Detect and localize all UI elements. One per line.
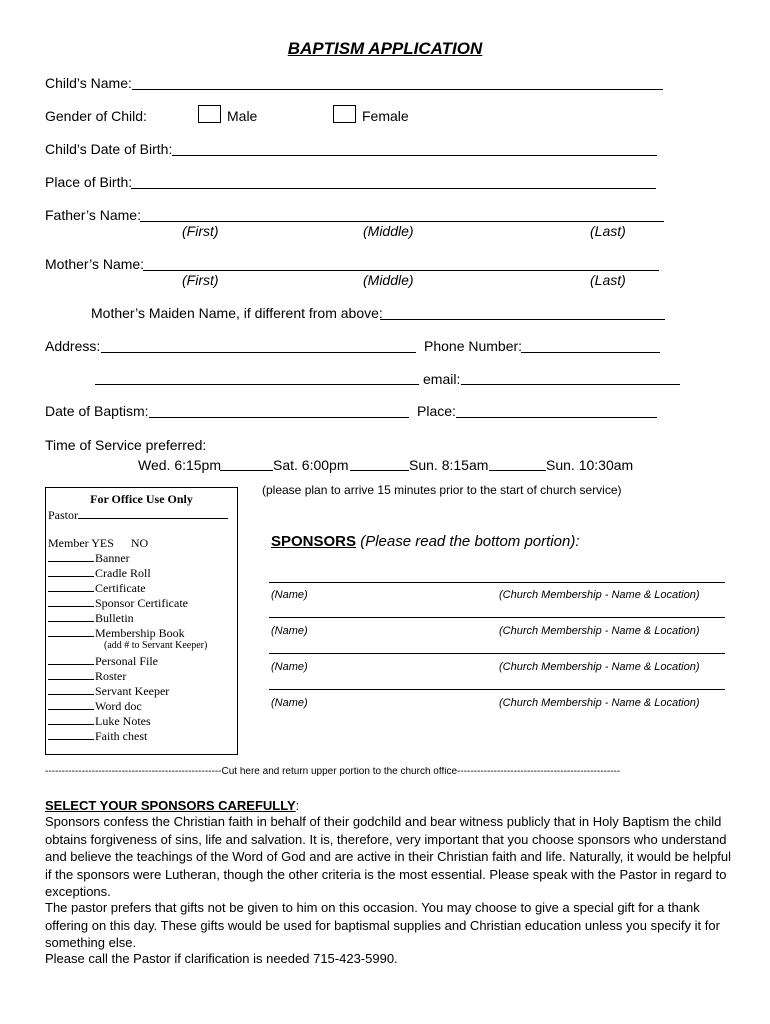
service-sat-blank[interactable]	[350, 470, 409, 471]
child-name-label: Child’s Name:	[45, 75, 132, 91]
sponsor-name-label: (Name)	[271, 661, 308, 673]
mother-label: Mother’s Name:	[45, 256, 145, 272]
place-field[interactable]	[456, 417, 657, 418]
office-use-box	[45, 487, 238, 755]
mother-middle-label: (Middle)	[363, 272, 414, 288]
office-title: For Office Use Only	[90, 492, 193, 506]
father-field[interactable]	[140, 221, 664, 222]
address-field[interactable]	[101, 352, 416, 353]
office-item[interactable]: Cradle Roll	[48, 566, 151, 579]
child-name-field[interactable]	[132, 89, 663, 90]
office-item[interactable]: Membership Book	[48, 626, 185, 639]
dob-field[interactable]	[172, 155, 657, 156]
mother-first-label: (First)	[182, 272, 219, 288]
servant-keeper-note: (add # to Servant Keeper)	[104, 640, 208, 651]
phone-field[interactable]	[521, 352, 660, 353]
office-item[interactable]: Bulletin	[48, 611, 134, 624]
mother-last-label: (Last)	[590, 272, 626, 288]
page-title: BAPTISM APPLICATION	[287, 39, 483, 58]
sponsor-line-3[interactable]	[269, 653, 725, 654]
sponsor-church-label: (Church Membership - Name & Location)	[499, 589, 700, 601]
phone-label: Phone Number:	[424, 338, 523, 354]
service-option-sun-early: Sun. 8:15am	[409, 457, 489, 473]
service-sun-early-blank[interactable]	[489, 470, 546, 471]
office-item[interactable]: Faith chest	[48, 729, 147, 742]
office-item[interactable]: Roster	[48, 669, 126, 682]
maiden-label: Mother’s Maiden Name, if different from above:	[91, 305, 383, 321]
pob-field[interactable]	[131, 188, 656, 189]
female-label: Female	[362, 108, 409, 124]
gender-label: Gender of Child:	[45, 108, 147, 124]
service-option-sat: Sat. 6:00pm	[273, 457, 349, 473]
member-row	[48, 537, 148, 549]
male-label: Male	[227, 108, 258, 124]
office-item[interactable]: Personal File	[48, 654, 158, 667]
place-label: Place:	[417, 403, 456, 419]
maiden-field[interactable]	[380, 319, 665, 320]
father-label: Father’s Name:	[45, 207, 141, 223]
father-first-label: (First)	[182, 223, 219, 239]
member-no-label: NO	[130, 536, 149, 550]
contact-paragraph: Please call the Pastor if clarification is needed 715-423-5990.	[45, 951, 398, 966]
email-label: email:	[423, 371, 461, 387]
service-label: Time of Service preferred:	[45, 437, 207, 453]
office-item[interactable]: Sponsor Certificate	[48, 596, 188, 609]
sponsor-line-1[interactable]	[269, 582, 725, 583]
sponsor-church-label: (Church Membership - Name & Location)	[499, 697, 700, 709]
service-option-sun-late: Sun. 10:30am	[546, 457, 634, 473]
dob-label: Child’s Date of Birth:	[45, 141, 173, 157]
address-label: Address:	[45, 338, 101, 354]
office-pastor-label	[48, 508, 228, 521]
office-item[interactable]: Luke Notes	[48, 714, 151, 727]
sponsors-heading: SPONSORS (Please read the bottom portion):	[271, 533, 580, 550]
sponsor-paragraph: Sponsors confess the Christian faith in behalf of their godchild and bear witness publicly that in Holy Baptism the child obtains forgiveness of sins, life and salvation. It is, therefore, very important that you choose sponsors who understand and believe the teachings of the Word of God and are active in their Christian faith and life. Naturally, it would be helpful if the sponsors were Lutheran, though the other criteria is the most essential. Please speak with the Pastor in regard to exceptions.	[45, 814, 732, 899]
service-option-wed: Wed. 6:15pm	[138, 457, 222, 473]
service-note: (please plan to arrive 15 minutes prior to the start of church service)	[262, 483, 622, 497]
member-yes-label: Member YES	[48, 536, 114, 550]
cut-line: -----------------------------------------------------Cut here and return upper portion to the church office-------------------------------------------------	[45, 767, 621, 777]
sponsor-name-label: (Name)	[271, 625, 308, 637]
office-item[interactable]: Certificate	[48, 581, 146, 594]
mother-field[interactable]	[143, 270, 659, 271]
sponsor-church-label: (Church Membership - Name & Location)	[499, 625, 700, 637]
pastor-blank[interactable]	[78, 508, 228, 519]
email-field[interactable]	[461, 384, 680, 385]
baptism-date-label: Date of Baptism:	[45, 403, 149, 419]
office-item[interactable]: Banner	[48, 551, 130, 564]
sponsor-name-label: (Name)	[271, 697, 308, 709]
sponsor-church-label: (Church Membership - Name & Location)	[499, 661, 700, 673]
sponsor-line-2[interactable]	[269, 617, 725, 618]
address-line2-field[interactable]	[95, 384, 419, 385]
father-last-label: (Last)	[590, 223, 626, 239]
select-sponsors-heading: SELECT YOUR SPONSORS CAREFULLY:	[45, 798, 300, 813]
office-item[interactable]: Word doc	[48, 699, 142, 712]
gift-paragraph: The pastor prefers that gifts not be given to him on this occasion. You may choose to give a special gift for a thank offering on this day. These gifts would be used for baptismal supplies and Christian education unless you specify it for something else.	[45, 900, 720, 950]
office-item[interactable]: Servant Keeper	[48, 684, 169, 697]
sponsor-line-4[interactable]	[269, 689, 725, 690]
pastor-label: Pastor	[48, 508, 78, 522]
female-checkbox[interactable]	[333, 105, 356, 123]
sponsor-name-label: (Name)	[271, 589, 308, 601]
pob-label: Place of Birth:	[45, 174, 133, 190]
father-middle-label: (Middle)	[363, 223, 414, 239]
male-checkbox[interactable]	[198, 105, 221, 123]
baptism-date-field[interactable]	[149, 417, 409, 418]
service-wed-blank[interactable]	[220, 470, 273, 471]
